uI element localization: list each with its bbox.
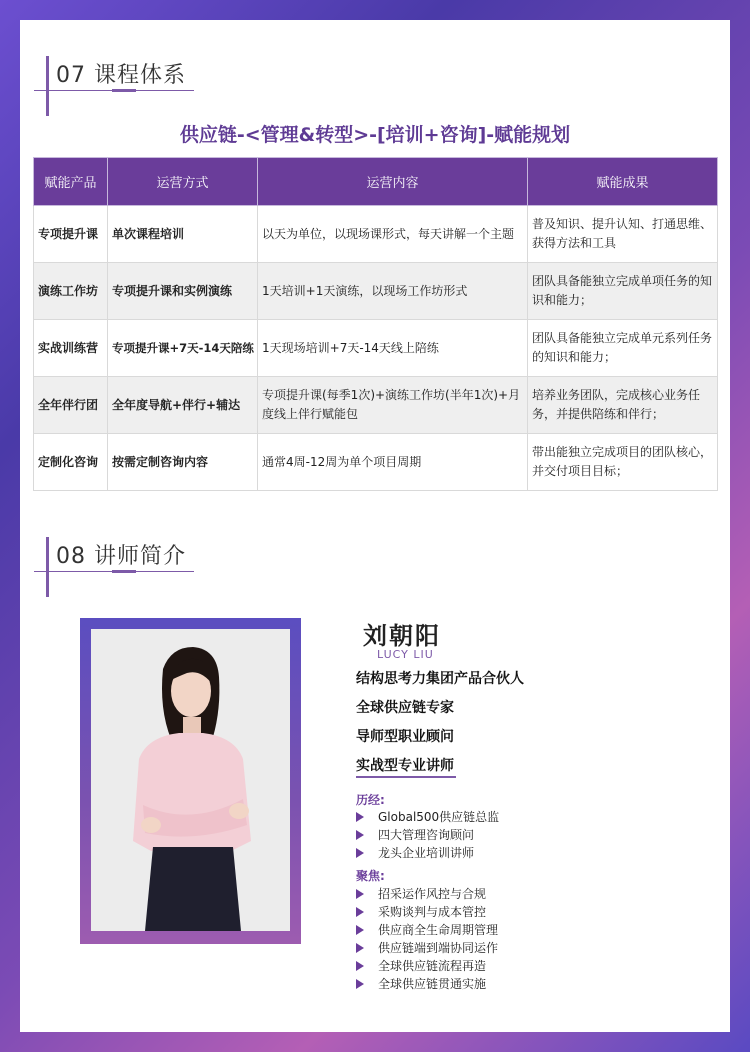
table-title: 供应链-<管理&转型>-[培训+咨询]-赋能规划 <box>179 124 571 146</box>
header-rule-accent <box>112 570 136 573</box>
focus-item: 采购谈判与成本管控 <box>378 905 487 919</box>
triangle-bullet-icon <box>356 907 364 917</box>
section-title: 08 讲师简介 <box>56 544 186 569</box>
section-header-08 <box>34 537 194 597</box>
triangle-bullet-icon <box>356 830 364 840</box>
table-cell: 专项提升课+7天-14天陪练 <box>108 320 258 377</box>
lecturer-role: 实战型专业讲师 <box>356 758 454 774</box>
header-accent-bar <box>46 56 49 116</box>
table-cell: 专项提升课 <box>34 206 108 263</box>
table-cell: 实战训练营 <box>34 320 108 377</box>
table-cell: 以天为单位，以现场课形式，每天讲解一个主题 <box>258 206 528 263</box>
list-item <box>356 939 498 957</box>
table-cell: 按需定制咨询内容 <box>108 434 258 491</box>
table-cell: 专项提升课和实例演练 <box>108 263 258 320</box>
table-cell: 单次课程培训 <box>108 206 258 263</box>
header-accent-bar <box>46 537 49 597</box>
table-cell: 普及知识、提升认知、打通思维、获得方法和工具 <box>528 206 718 263</box>
triangle-bullet-icon <box>356 848 364 858</box>
experience-item: Global500供应链总监 <box>378 810 500 824</box>
focus-label: 聚焦: <box>356 869 385 883</box>
table-cell: 1天现场培训+7天-14天线上陪练 <box>258 320 528 377</box>
list-item <box>356 826 474 844</box>
triangle-bullet-icon <box>356 889 364 899</box>
table-row <box>34 320 718 377</box>
portrait-frame <box>80 618 301 944</box>
list-item <box>356 975 486 993</box>
list-item <box>356 957 486 975</box>
section-title: 07 课程体系 <box>56 63 186 88</box>
lecturer-role: 全球供应链专家 <box>356 700 454 716</box>
lecturer-portrait <box>91 629 290 931</box>
column-header: 赋能产品 <box>34 158 108 206</box>
focus-item: 供应链端到端协同运作 <box>378 941 499 955</box>
lecturer-role: 结构思考力集团产品合伙人 <box>356 671 524 687</box>
course-table <box>33 157 718 491</box>
focus-item: 全球供应链流程再造 <box>378 959 487 973</box>
triangle-bullet-icon <box>356 961 364 971</box>
table-header-row <box>34 158 718 206</box>
list-item <box>356 885 486 903</box>
table-cell: 1天培训+1天演练，以现场工作坊形式 <box>258 263 528 320</box>
table-row <box>34 434 718 491</box>
triangle-bullet-icon <box>356 925 364 935</box>
triangle-bullet-icon <box>356 943 364 953</box>
experience-item: 四大管理咨询顾问 <box>378 828 475 842</box>
table-row <box>34 206 718 263</box>
lecturer-role: 导师型职业顾问 <box>356 729 454 745</box>
table-row <box>34 377 718 434</box>
table-cell: 通常4周-12周为单个项目周期 <box>258 434 528 491</box>
list-item <box>356 921 498 939</box>
table-cell: 培养业务团队，完成核心业务任务，并提供陪练和伴行； <box>528 377 718 434</box>
list-item <box>356 903 486 921</box>
page-card <box>20 20 730 1032</box>
focus-item: 招采运作风控与合规 <box>378 887 487 901</box>
focus-item: 供应商全生命周期管理 <box>378 923 499 937</box>
column-header: 赋能成果 <box>528 158 718 206</box>
triangle-bullet-icon <box>356 812 364 822</box>
list-item <box>356 808 499 826</box>
table-cell: 全年度导航+伴行+辅达 <box>108 377 258 434</box>
role-underline <box>356 776 456 778</box>
table-cell: 定制化咨询 <box>34 434 108 491</box>
column-header: 运营方式 <box>108 158 258 206</box>
header-rule-accent <box>112 89 136 92</box>
table-cell: 演练工作坊 <box>34 263 108 320</box>
experience-item: 龙头企业培训讲师 <box>378 846 475 860</box>
table-cell: 团队具备能独立完成单元系列任务的知识和能力； <box>528 320 718 377</box>
table-row <box>34 263 718 320</box>
experience-label: 历经: <box>356 793 385 807</box>
table-cell: 专项提升课(每季1次)+演练工作坊(半年1次)+月度线上伴行赋能包 <box>258 377 528 434</box>
lecturer-name: 刘朝阳 <box>363 622 441 650</box>
triangle-bullet-icon <box>356 979 364 989</box>
list-item <box>356 844 474 862</box>
table-cell: 带出能独立完成项目的团队核心，并交付项目目标； <box>528 434 718 491</box>
column-header: 运营内容 <box>258 158 528 206</box>
table-cell: 团队具备能独立完成单项任务的知识和能力； <box>528 263 718 320</box>
section-header-07 <box>34 56 194 116</box>
table-cell: 全年伴行团 <box>34 377 108 434</box>
focus-item: 全球供应链贯通实施 <box>378 977 487 991</box>
lecturer-english-name: LUCY LIU <box>377 648 434 661</box>
